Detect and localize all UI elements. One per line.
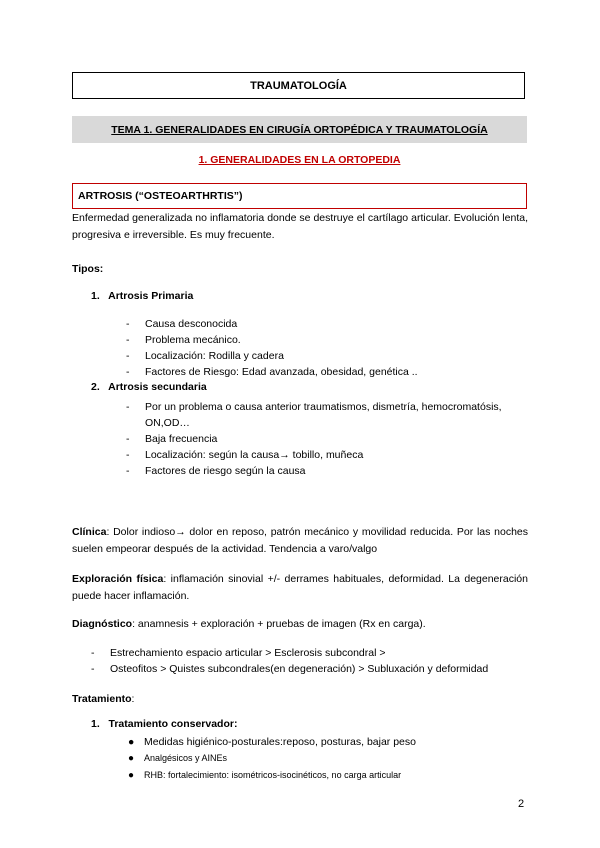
list-item: - Factores de Riesgo: Edad avanzada, obesidad, genética ..	[126, 366, 418, 378]
secundaria-list	[126, 399, 502, 479]
tipos-label: Tipos:	[72, 263, 104, 275]
conservador-label: 1. Tratamiento conservador:	[91, 718, 238, 730]
tratamiento-label: Tratamiento	[72, 693, 132, 705]
list-item: - Osteofitos > Quistes subcondrales(en degeneración) > Subluxación y deformidad	[91, 663, 489, 675]
exploracion-paragraph: Exploración física: inflamación sinovial +/- derrames habituales, deformidad. La degeneración puede hacer inflamación.	[72, 573, 528, 602]
primaria-list	[126, 316, 418, 380]
diagnostico-list	[91, 645, 488, 677]
tema-heading: TEMA 1. GENERALIDADES EN CIRUGÍA ORTOPÉDICA Y TRAUMATOLOGÍA	[72, 116, 527, 143]
primaria-label: 1. Artrosis Primaria	[91, 290, 194, 302]
clinica-paragraph: Clínica: Dolor indioso→ dolor en reposo, patrón mecánico y movilidad reducida. Por las noches suelen empeorar después de la actividad. Tendencia a varo/valgo	[72, 526, 528, 555]
list-item: - Estrechamiento espacio articular > Esclerosis subcondral >	[91, 647, 386, 659]
list-item: ● Analgésicos y AINEs	[128, 753, 228, 764]
artrosis-intro: Enfermedad generalizada no inflamatoria donde se destruye el cartílago articular. Evolución lenta, progresiva e irreversible. Es muy frecuente.	[72, 212, 528, 241]
clinica-label: Clínica	[72, 526, 107, 538]
conservador-list	[128, 734, 416, 784]
list-item: - Problema mecánico.	[126, 334, 241, 346]
tratamiento-heading: Tratamiento:	[72, 693, 135, 705]
list-item-continuation: ON,OD…	[145, 417, 190, 429]
list-item: ● Medidas higiénico-posturales:reposo, posturas, bajar peso	[128, 736, 416, 748]
list-item: - Por un problema o causa anterior traumatismos, dismetría, hemocromatósis,	[126, 401, 502, 413]
list-item: - Causa desconocida	[126, 318, 238, 330]
diagnostico-label: Diagnóstico	[72, 618, 133, 630]
diagnostico-paragraph: Diagnóstico: anamnesis + exploración + pruebas de imagen (Rx en carga).	[72, 618, 426, 630]
list-item: - Baja frecuencia	[126, 433, 218, 445]
secundaria-label: 2. Artrosis secundaria	[91, 381, 207, 393]
list-item: ● RHB: fortalecimiento: isométricos-isocinéticos, no carga articular	[128, 770, 402, 781]
page-number: 2	[518, 798, 525, 810]
section-heading: 1. GENERALIDADES EN LA ORTOPEDIA	[198, 154, 401, 166]
list-item: - Localización: según la causa→ tobillo, muñeca	[126, 449, 364, 461]
artrosis-heading: ARTROSIS (“OSTEOARTHRTIS”)	[72, 183, 527, 209]
list-item: - Localización: Rodilla y cadera	[126, 350, 284, 362]
exploracion-label: Exploración física	[72, 573, 164, 585]
document-title: TRAUMATOLOGÍA	[72, 72, 525, 99]
list-item: - Factores de riesgo según la causa	[126, 465, 306, 477]
